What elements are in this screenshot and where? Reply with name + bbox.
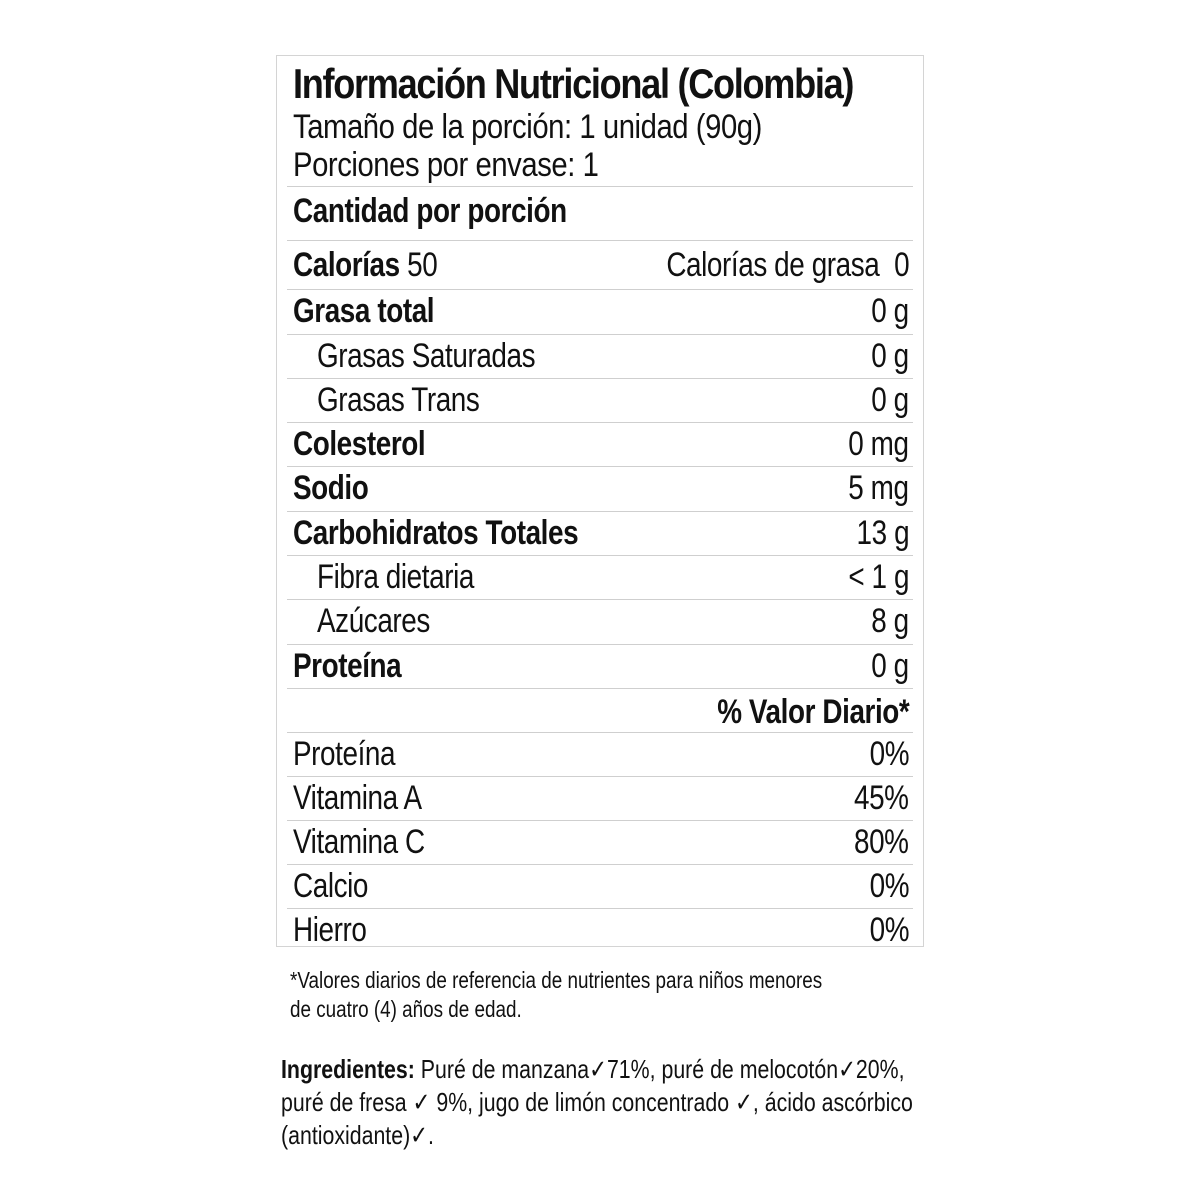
nutrient-value: 13 g xyxy=(856,513,909,552)
ingredients-heading: Ingredientes: xyxy=(281,1054,415,1084)
daily-value-percent: 0% xyxy=(869,734,909,773)
daily-value-percent: 45% xyxy=(854,778,909,817)
calories-fat-value: 0 xyxy=(893,245,909,284)
daily-value-label: Hierro xyxy=(293,910,367,949)
daily-value-row xyxy=(293,908,909,952)
daily-value-label: Calcio xyxy=(293,866,369,905)
amount-per-serving: Cantidad por porción xyxy=(293,191,567,230)
label-title: Información Nutricional (Colombia) xyxy=(293,60,854,107)
ingredients-line: puré de fresa ✓ 9%, jugo de limón concentrado ✓, ácido ascórbico xyxy=(281,1087,913,1117)
daily-value-row xyxy=(293,820,909,864)
nutrient-value: 0 g xyxy=(871,336,909,375)
calories xyxy=(293,246,437,285)
calories-from-fat xyxy=(666,246,909,285)
nutrient-row xyxy=(317,555,909,599)
footnote-line: *Valores diarios de referencia de nutrientes para niños menores xyxy=(290,967,823,993)
nutrient-row xyxy=(293,644,909,688)
nutrient-value: 0 mg xyxy=(848,424,909,463)
daily-value-label: Proteína xyxy=(293,734,396,773)
nutrient-label: Grasas Saturadas xyxy=(317,336,536,375)
daily-value-footnote xyxy=(290,966,910,1024)
ingredients-line xyxy=(281,1053,905,1086)
nutrient-row xyxy=(293,289,909,333)
nutrient-value: 5 mg xyxy=(848,468,909,507)
daily-value-percent: 0% xyxy=(869,910,909,949)
nutrient-label: Azúcares xyxy=(317,601,430,640)
calories-value: 50 xyxy=(407,245,438,284)
daily-value-row xyxy=(293,864,909,908)
nutrient-label: Colesterol xyxy=(293,424,426,463)
daily-value-label: Vitamina C xyxy=(293,822,425,861)
nutrient-label: Grasa total xyxy=(293,291,435,330)
nutrient-row xyxy=(293,466,909,510)
daily-value-row xyxy=(293,732,909,776)
nutrient-row xyxy=(317,334,909,378)
divider xyxy=(287,240,913,241)
nutrient-row xyxy=(293,422,909,466)
daily-value-row xyxy=(293,776,909,820)
ingredients-text: Puré de manzana✓71%, puré de melocotón✓20%, xyxy=(414,1054,905,1084)
label-header xyxy=(293,60,913,184)
nutrient-value: 8 g xyxy=(871,601,909,640)
daily-value-percent: 0% xyxy=(869,866,909,905)
calories-label: Calorías xyxy=(293,245,400,284)
amount-per-serving-row xyxy=(293,189,909,233)
daily-value-header-row xyxy=(293,690,909,734)
nutrient-label: Grasas Trans xyxy=(317,380,480,419)
nutrient-value: < 1 g xyxy=(848,557,909,596)
nutrient-label: Proteína xyxy=(293,646,402,685)
ingredients-line: (antioxidante)✓. xyxy=(281,1120,434,1150)
daily-value-percent: 80% xyxy=(854,822,909,861)
nutrition-facts-panel xyxy=(276,55,924,947)
nutrient-value: 0 g xyxy=(871,646,909,685)
ingredients-section xyxy=(281,1053,941,1152)
daily-value-header: % Valor Diario* xyxy=(716,692,909,731)
nutrient-label: Fibra dietaria xyxy=(317,557,474,596)
serving-size: Tamaño de la porción: 1 unidad (90g) xyxy=(293,108,762,146)
nutrient-row xyxy=(293,511,909,555)
divider xyxy=(287,688,913,689)
daily-value-label: Vitamina A xyxy=(293,778,422,817)
calories-fat-label: Calorías de grasa xyxy=(666,245,880,284)
nutrient-value: 0 g xyxy=(871,380,909,419)
nutrient-row xyxy=(317,378,909,422)
nutrient-label: Sodio xyxy=(293,468,369,507)
servings-per-container: Porciones por envase: 1 xyxy=(293,146,599,184)
nutrient-value: 0 g xyxy=(871,291,909,330)
nutrient-row xyxy=(317,599,909,643)
footnote-line: de cuatro (4) años de edad. xyxy=(290,996,522,1022)
calories-row xyxy=(293,243,909,287)
nutrient-label: Carbohidratos Totales xyxy=(293,513,579,552)
divider xyxy=(287,186,913,187)
